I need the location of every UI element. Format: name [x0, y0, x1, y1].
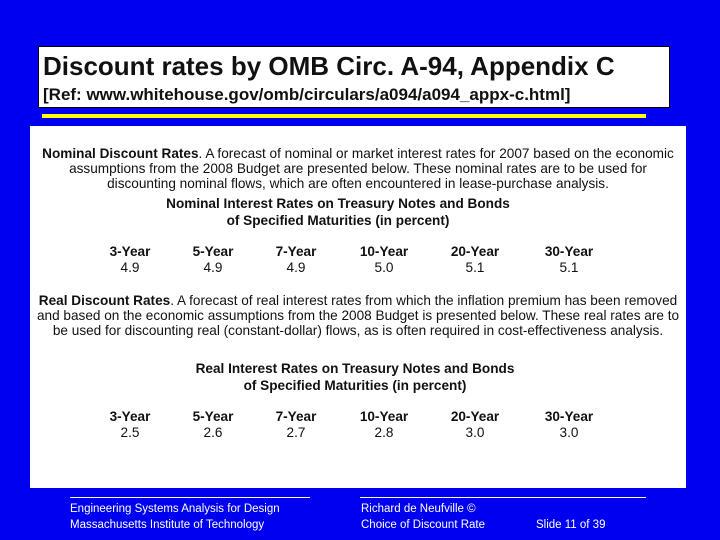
- rate-term: 20-Year: [450, 244, 500, 259]
- slide-reference: [Ref: www.whitehouse.gov/omb/circulars/a094/a094_appx-c.html]: [43, 85, 571, 104]
- rate-value: 4.9: [286, 260, 306, 275]
- nominal-rate-5yr: [178, 244, 248, 276]
- rate-value: 5.0: [374, 260, 394, 275]
- rate-value: 2.8: [374, 425, 394, 440]
- slide-number: Slide 11 of 39: [536, 519, 606, 531]
- real-rate-7yr: [261, 409, 331, 441]
- rate-value: 3.0: [559, 425, 579, 440]
- real-table-title-1: Real Interest Rates on Treasury Notes and Bonds: [195, 361, 515, 376]
- nominal-rate-20yr: [440, 244, 510, 276]
- footer-left: [70, 501, 280, 533]
- footer-author: Richard de Neufville ©: [361, 503, 476, 515]
- nominal-rate-3yr: [95, 244, 165, 276]
- rate-term: 20-Year: [450, 409, 500, 424]
- nominal-rate-10yr: [349, 244, 419, 276]
- real-rate-10yr: [349, 409, 419, 441]
- nominal-rate-7yr: [261, 244, 331, 276]
- slide-title: Discount rates by OMB Circ. A-94, Appendix C: [43, 51, 615, 81]
- rate-value: 4.9: [203, 260, 223, 275]
- real-table-title-2: of Specified Maturities (in percent): [243, 378, 467, 393]
- footer-divider-right: [360, 497, 646, 498]
- rate-term: 3-Year: [109, 409, 151, 424]
- rate-term: 5-Year: [192, 409, 234, 424]
- nominal-paragraph: [38, 146, 678, 191]
- title-underline: [42, 114, 646, 118]
- footer-institution: Massachusetts Institute of Technology: [70, 519, 265, 531]
- real-rates-row: [30, 409, 686, 441]
- real-rate-3yr: [95, 409, 165, 441]
- content-panel: [30, 126, 686, 488]
- footer-divider-left: [70, 497, 310, 498]
- rate-value: 3.0: [465, 425, 485, 440]
- real-rate-5yr: [178, 409, 248, 441]
- nominal-table-title-1: Nominal Interest Rates on Treasury Notes and Bonds: [166, 196, 510, 211]
- footer-topic: Choice of Discount Rate: [361, 519, 486, 531]
- nominal-lead: Nominal Discount Rates: [42, 146, 199, 161]
- rate-term: 10-Year: [359, 244, 409, 259]
- rate-value: 2.7: [286, 425, 306, 440]
- footer-center: [361, 501, 485, 533]
- rate-term: 10-Year: [359, 409, 409, 424]
- rate-term: 7-Year: [275, 244, 317, 259]
- nominal-table-title-2: of Specified Maturities (in percent): [226, 213, 450, 228]
- nominal-rates-row: [30, 244, 686, 276]
- rate-term: 5-Year: [192, 244, 234, 259]
- rate-term: 30-Year: [544, 244, 594, 259]
- rate-value: 2.5: [120, 425, 140, 440]
- real-rate-30yr: [534, 409, 604, 441]
- footer-course: Engineering Systems Analysis for Design: [70, 503, 280, 515]
- rate-value: 2.6: [203, 425, 223, 440]
- rate-term: 3-Year: [109, 244, 151, 259]
- rate-value: 5.1: [559, 260, 579, 275]
- rate-value: 4.9: [120, 260, 140, 275]
- real-text: . A forecast of real interest rates from which the inflation premium has been removed and based on the economic assumptions from the 2008 Budget is presented below. These real rates are to be used for discounting real (constant-dollar) flows, as is often required in cost-effectiveness analysis.: [36, 293, 680, 338]
- slide-title-box: [38, 46, 670, 108]
- rate-term: 30-Year: [544, 409, 594, 424]
- real-lead: Real Discount Rates: [38, 293, 171, 308]
- real-paragraph: [33, 293, 683, 338]
- nominal-rate-30yr: [534, 244, 604, 276]
- rate-term: 7-Year: [275, 409, 317, 424]
- nominal-text: . A forecast of nominal or market interest rates for 2007 based on the economic assumptions from the 2008 Budget are presented below. These nominal rates are to be used for discounting nominal flows, which are often encountered in lease-purchase analysis.: [69, 146, 674, 191]
- real-rate-20yr: [440, 409, 510, 441]
- rate-value: 5.1: [465, 260, 485, 275]
